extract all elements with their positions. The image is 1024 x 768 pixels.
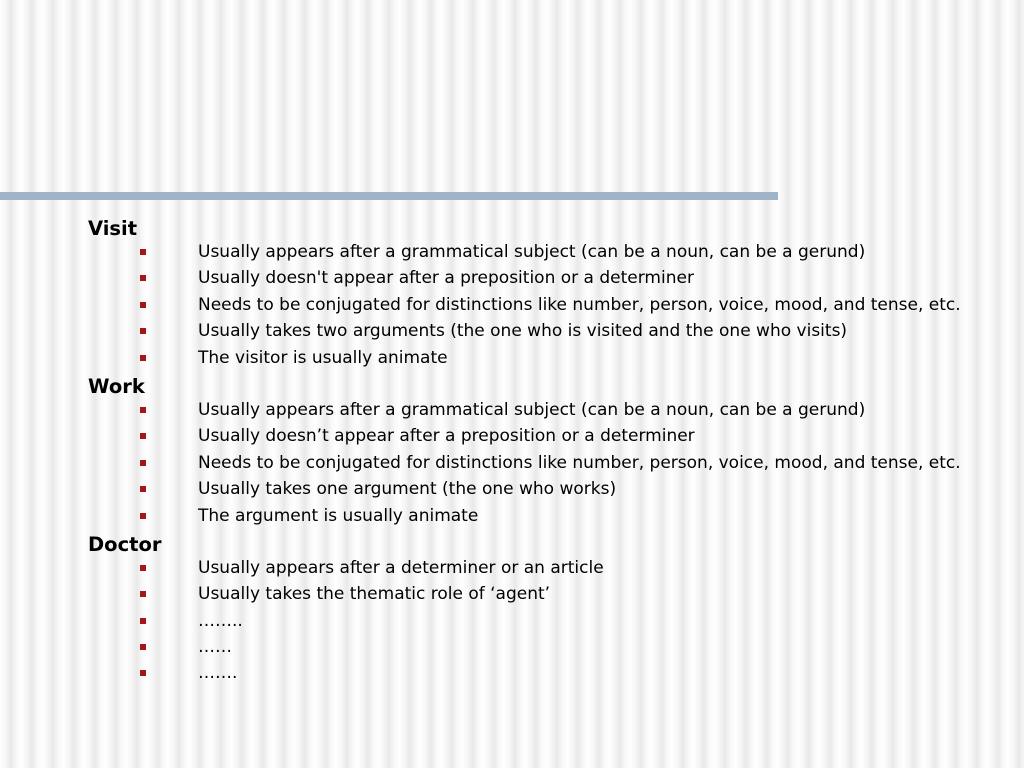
square-bullet-icon bbox=[140, 275, 146, 281]
square-bullet-icon bbox=[140, 355, 146, 361]
list-item-text: …… bbox=[198, 637, 232, 658]
square-bullet-icon bbox=[140, 433, 146, 439]
list-item bbox=[88, 611, 998, 632]
list-item-text: ……. bbox=[198, 663, 238, 684]
list-item-text: Usually takes the thematic role of ‘agent’ bbox=[198, 584, 551, 605]
section-heading: Visit bbox=[88, 217, 138, 240]
square-bullet-icon bbox=[140, 591, 146, 597]
list-item-text: Usually appears after a grammatical subject (can be a noun, can be a gerund) bbox=[198, 399, 866, 420]
list-item bbox=[88, 479, 998, 500]
list-item bbox=[88, 506, 998, 527]
square-bullet-icon bbox=[140, 486, 146, 492]
list-item bbox=[88, 348, 998, 369]
list-item bbox=[88, 637, 998, 658]
square-bullet-icon bbox=[140, 460, 146, 466]
list-item-text: The visitor is usually animate bbox=[198, 347, 448, 368]
list-item bbox=[88, 321, 998, 342]
square-bullet-icon bbox=[140, 644, 146, 650]
list-item-text: Usually doesn’t appear after a preposition or a determiner bbox=[198, 426, 695, 447]
list-item bbox=[88, 584, 998, 605]
list-item-text: Usually takes one argument (the one who works) bbox=[198, 479, 617, 500]
section-work bbox=[88, 374, 998, 527]
bullet-list bbox=[88, 242, 998, 369]
square-bullet-icon bbox=[140, 513, 146, 519]
list-item-text: Needs to be conjugated for distinctions like number, person, voice, mood, and tense, etc. bbox=[198, 452, 961, 473]
list-item bbox=[88, 663, 998, 684]
square-bullet-icon bbox=[140, 565, 146, 571]
list-item bbox=[88, 426, 998, 447]
list-item-text: Usually doesn't appear after a preposition or a determiner bbox=[198, 268, 694, 289]
square-bullet-icon bbox=[140, 407, 146, 413]
section-doctor bbox=[88, 532, 998, 685]
square-bullet-icon bbox=[140, 670, 146, 676]
square-bullet-icon bbox=[140, 618, 146, 624]
list-item-text: Needs to be conjugated for distinctions like number, person, voice, mood, and tense, etc. bbox=[198, 294, 961, 315]
section-heading: Doctor bbox=[88, 532, 162, 556]
list-item bbox=[88, 453, 998, 474]
title-divider-bar bbox=[0, 192, 778, 200]
list-item bbox=[88, 268, 998, 289]
list-item bbox=[88, 558, 998, 579]
section-heading: Work bbox=[88, 374, 145, 398]
list-item-text: The argument is usually animate bbox=[198, 505, 479, 526]
bullet-list bbox=[88, 400, 998, 527]
slide-body bbox=[88, 216, 998, 690]
list-item-text: …….. bbox=[198, 610, 243, 631]
list-item bbox=[88, 400, 998, 421]
square-bullet-icon bbox=[140, 302, 146, 308]
list-item-text: Usually appears after a determiner or an article bbox=[198, 557, 604, 578]
square-bullet-icon bbox=[140, 328, 146, 334]
list-item bbox=[88, 295, 998, 316]
section-visit bbox=[88, 216, 998, 369]
list-item bbox=[88, 242, 998, 263]
bullet-list bbox=[88, 558, 998, 685]
list-item-text: Usually appears after a grammatical subject (can be a noun, can be a gerund) bbox=[198, 242, 866, 262]
square-bullet-icon bbox=[140, 249, 146, 255]
list-item-text: Usually takes two arguments (the one who is visited and the one who visits) bbox=[198, 321, 848, 342]
